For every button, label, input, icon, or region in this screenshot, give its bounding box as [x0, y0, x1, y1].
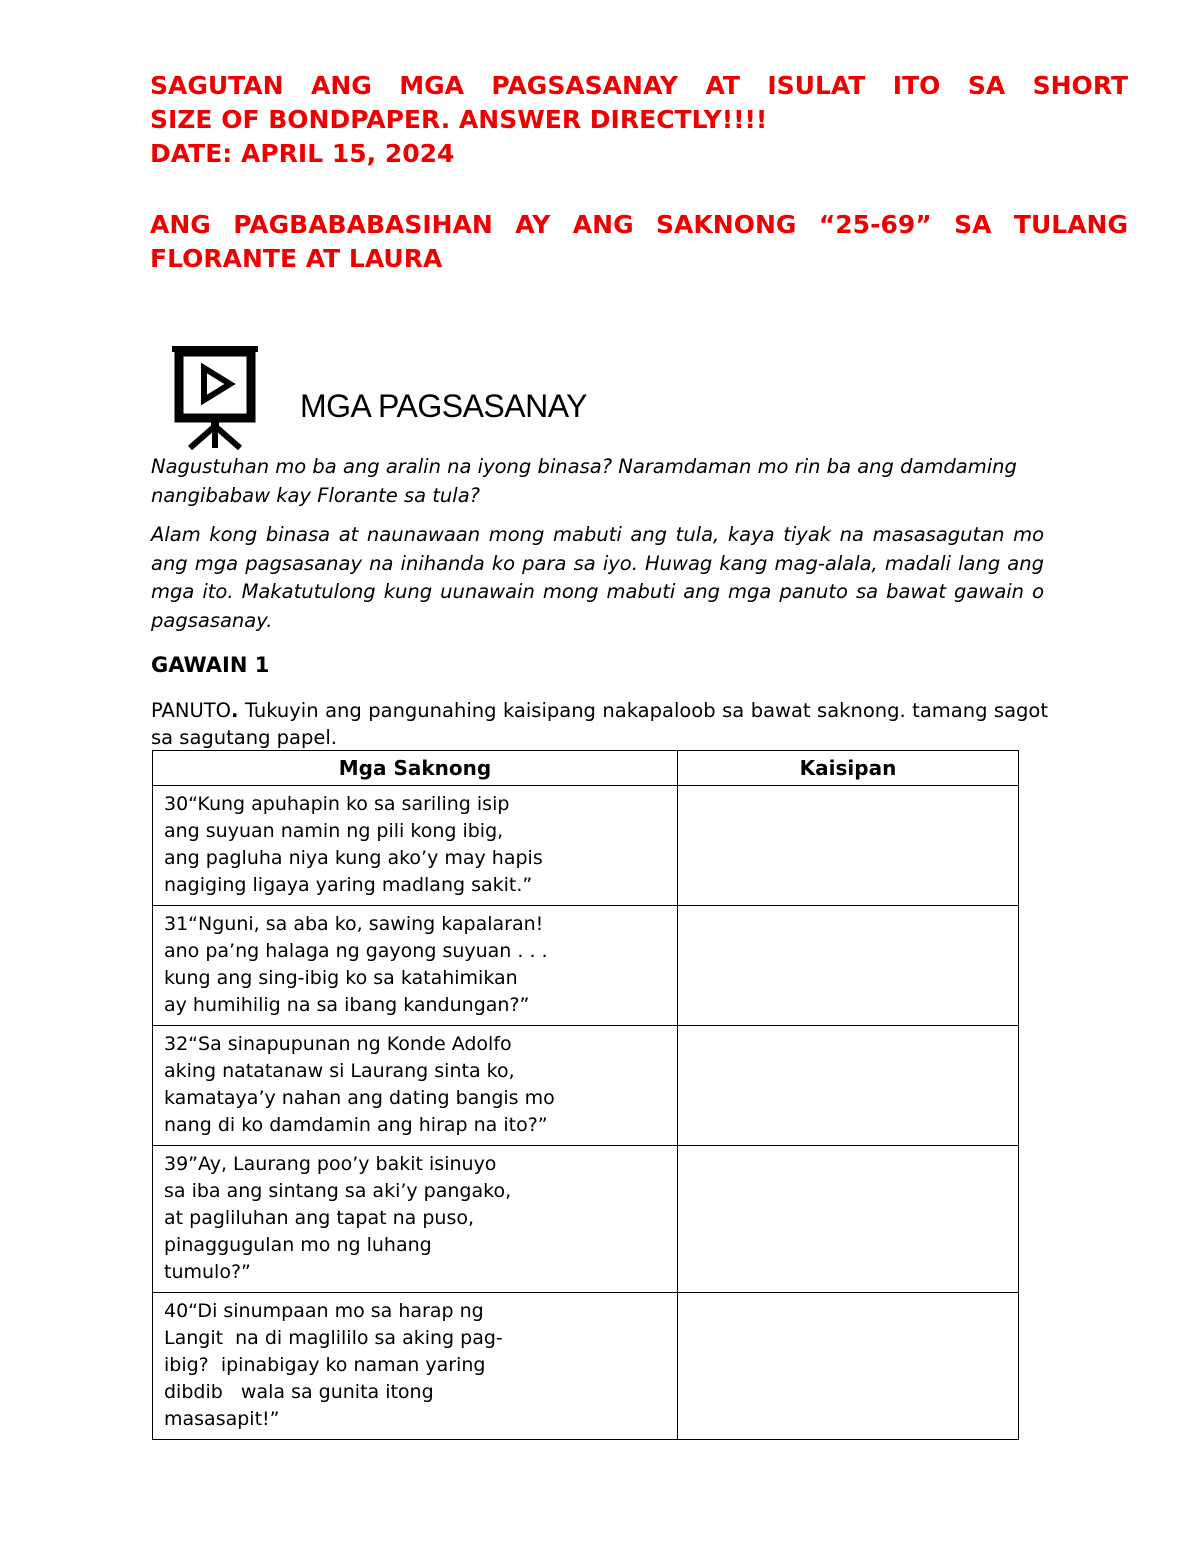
stanza-line: dibdib wala sa gunita itong [164, 1381, 434, 1403]
saknong-table [152, 750, 1019, 1440]
stanza-line: 39”Ay, Laurang poo’y bakit isinuyo [164, 1153, 497, 1175]
stanza-line: ibig? ipinabigay ko naman yaring [164, 1354, 486, 1376]
kaisipan-cell [678, 1026, 1019, 1146]
intro-paragraph: Alam kong binasa at naunawaan mong mabuti ang tula, kaya tiyak na masasagutan mo ang mga pagsasanay na inihanda ko para sa iyo. Huwag kang mag-alala, madali lang ang mga ito. Makatutulong kung uunawain mong mabuti ang mga panuto sa bawat gawain o pagsasanay. [151, 523, 1044, 632]
stanza-line: ang suyuan namin ng pili kong ibig, [164, 820, 504, 842]
header-kaisipan: Kaisipan [678, 751, 1019, 786]
stanza-line: nagiging ligaya yaring madlang sakit.” [164, 874, 533, 896]
stanza-line: Langit na di maglililo sa aking pag- [164, 1327, 503, 1349]
section-title: MGA PAGSASANAY [300, 388, 588, 424]
panuto-label: PANUTO [151, 699, 231, 722]
stanza-line: kung ang sing-ibig ko sa katahimikan [164, 967, 518, 989]
stanza-line: aking natatanaw si Laurang sinta ko, [164, 1060, 515, 1082]
table-row [153, 906, 1019, 1026]
header-mga-saknong: Mga Saknong [153, 751, 678, 786]
stanza-line: sa iba ang sintang sa aki’y pangako, [164, 1180, 512, 1202]
instruction-line: SAGUTAN ANG MGA PAGSASANAY AT ISULAT ITO SA SHORT [150, 71, 1128, 100]
reading-assignment [150, 208, 1128, 276]
kaisipan-cell [678, 1146, 1019, 1293]
stanza-cell [153, 1293, 678, 1440]
kaisipan-cell [678, 1293, 1019, 1440]
intro-paragraph: Nagustuhan mo ba ang aralin na iyong binasa? Naramdaman mo rin ba ang damdaming nangibabaw kay Florante sa tula? [151, 455, 1017, 507]
panuto-instruction: PANUTO. Tukuyin ang pangunahing kaisipang nakapaloob sa bawat saknong. tamang sagot sa sagutang papel. [151, 699, 1048, 749]
instruction-line: SIZE OF BONDPAPER. ANSWER DIRECTLY!!!! [150, 105, 768, 134]
stanza-cell [153, 1026, 678, 1146]
instruction-header [150, 69, 1128, 171]
stanza-line: masasapit!” [164, 1408, 280, 1430]
panuto-text: Tukuyin ang pangunahing kaisipang nakapaloob sa bawat saknong. tamang sagot sa sagutang papel. [151, 699, 1048, 749]
stanza-line: tumulo?” [164, 1261, 251, 1283]
table-row [153, 786, 1019, 906]
stanza-cell [153, 906, 678, 1026]
stanza-line: pinaggugulan mo ng luhang [164, 1234, 432, 1256]
reading-line: ANG PAGBABABASIHAN AY ANG SAKNONG “25-69” SA TULANG [150, 210, 1128, 239]
stanza-line: at pagliluhan ang tapat na puso, [164, 1207, 475, 1229]
stanza-line: ay humihilig na sa ibang kandungan?” [164, 994, 530, 1016]
stanza-line: nang di ko damdamin ang hirap na ito?” [164, 1114, 548, 1136]
stanza-line: 32“Sa sinapupunan ng Konde Adolfo [164, 1033, 512, 1055]
stanza-line: 31“Nguni, sa aba ko, sawing kapalaran! [164, 913, 544, 935]
stanza-line: 40“Di sinumpaan mo sa harap ng [164, 1300, 484, 1322]
table-row [153, 1293, 1019, 1440]
gawain-title: GAWAIN 1 [151, 653, 270, 677]
stanza-line: ano pa’ng halaga ng gayong suyuan . . . [164, 940, 548, 962]
table-row [153, 1146, 1019, 1293]
kaisipan-cell [678, 786, 1019, 906]
kaisipan-cell [678, 906, 1019, 1026]
presentation-screen-icon [170, 346, 260, 450]
stanza-cell [153, 1146, 678, 1293]
stanza-line: 30“Kung apuhapin ko sa sariling isip [164, 793, 510, 815]
table-row [153, 1026, 1019, 1146]
date-line: DATE: APRIL 15, 2024 [150, 139, 455, 168]
stanza-line: ang pagluha niya kung ako’y may hapis [164, 847, 543, 869]
table-header-row [153, 751, 1019, 786]
reading-line: FLORANTE AT LAURA [150, 244, 443, 273]
stanza-cell [153, 786, 678, 906]
stanza-line: kamataya’y nahan ang dating bangis mo [164, 1087, 555, 1109]
